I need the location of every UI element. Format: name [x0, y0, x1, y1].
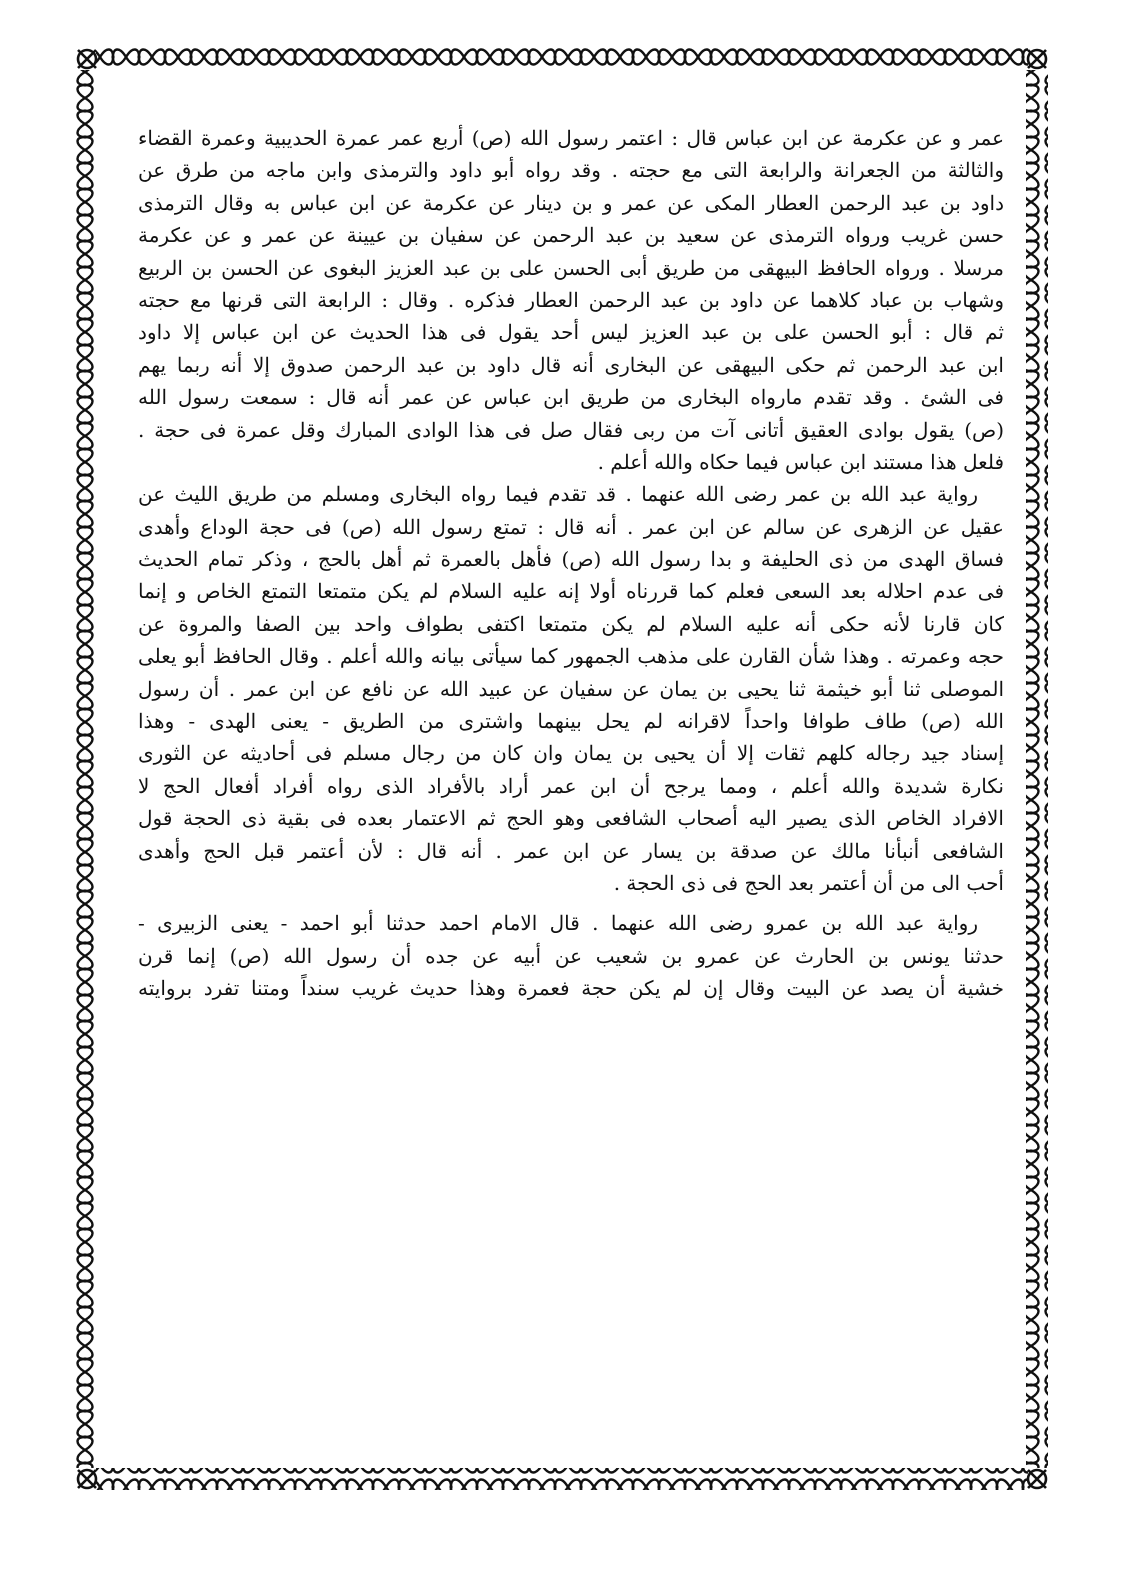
text-line: مرسلا . ورواه الحافظ البيهقى من طريق أبى الحسن على بن عبد العزيز البغوى عن الحسن بن الربيع [138, 255, 1004, 280]
text-line: أحب الى من أن أعتمر بعد الحج فى ذى الحجة . [613, 870, 1004, 895]
text-line: إسناد جيد رجاله كلهم ثقات إلا أن يحيى بن يمان وان كان من رجال مسلم فى أحاديثه عن الثورى [138, 741, 1004, 766]
text-line: عقيل عن الزهرى عن سالم عن ابن عمر . أنه قال : تمتع رسول الله (ص) فى حجة الوداع وأهدى [138, 514, 1004, 539]
text-line: حسن غريب ورواه الترمذى عن سعيد بن عبد الرحمن عن سفيان بن عيينة عن عمر و عن عكرمة [138, 223, 1004, 248]
text-line: داود بن عبد الرحمن العطار المكى عن عمر و بن دينار عن عكرمة عن ابن عباس به وقال الترمذى [138, 190, 1004, 215]
paragraph [138, 478, 1004, 899]
text-line: فلعل هذا مستند ابن عباس فيما حكاه والله أعلم . [597, 449, 1004, 474]
text-line: فى الشئ . وقد تقدم مارواه البخارى من طريق ابن عباس عن عمر أنه قال : سمعت رسول الله [138, 385, 1004, 410]
text-line: فى عدم احلاله بعد السعى فعلم كما قررناه أولا إنه عليه السلام لم يكن متمتعا التمتع الخاص و إنما [138, 579, 1004, 604]
text-line: عمر و عن عكرمة عن ابن عباس قال : اعتمر رسول الله (ص) أربع عمر عمرة الحديبية وعمرة القضاء [138, 126, 1004, 150]
text-line: الموصلى ثنا أبو خيثمة ثنا يحيى بن يمان عن سفيان عن عبيد الله عن نافع عن ابن عمر . أن رسول [138, 676, 1004, 701]
paragraph [138, 907, 1004, 1004]
text-line: وشهاب بن عباد كلاهما عن داود بن عبد الرحمن العطار فذكره . وقال : الرابعة التى قرنها مع حجته [138, 287, 1004, 312]
text-line: الشافعى أنبأنا مالك عن صدقة بن يسار عن ابن عمر . أنه قال : لأن أعتمر قبل الحج وأهدى [138, 838, 1004, 863]
text-line: نكارة شديدة والله أعلم ، ومما يرجح أن ابن عمر أراد بالأفراد الذى رواه أفراد أفعال الحج لا [138, 773, 1004, 798]
text-line: حدثنا يونس بن الحارث عن عمرو بن شعيب عن أبيه عن جده أن رسول الله (ص) إنما قرن [138, 943, 1004, 968]
paragraph-gap [138, 899, 1004, 907]
text-line: والثالثة من الجعرانة والرابعة التى مع حجته . وقد رواه أبو داود والترمذى وابن ماجه من طرق عن [138, 158, 1004, 183]
text-line: خشية أن يصد عن البيت وقال إن لم يكن حجة فعمرة وهذا حديث غريب سنداً ومتنا تفرد بروايته [138, 976, 1004, 1001]
text-line: الافراد الخاص الذى يصير اليه أصحاب الشافعى وهو الحج ثم الاعتمار بعده فى بقية ذى الحجة قول [138, 806, 1004, 831]
text-line: كان قارنا لأنه حكى أنه عليه السلام لم يكن متمتعا اكتفى بطواف واحد بين الصفا والمروة عن [138, 611, 1004, 636]
text-line: رواية عبد الله بن عمر رضى الله عنهما . قد تقدم فيما رواه البخارى ومسلم من طريق الليث عن [138, 482, 978, 507]
text-line: الله (ص) طاف طوافا واحداً لاقرانه لم يحل بينهما واشترى من الطريق - يعنى الهدى - وهذا [138, 709, 1004, 734]
paragraph [138, 122, 1004, 478]
text-line: فساق الهدى من ذى الحليفة و بدا رسول الله (ص) فأهل بالعمرة ثم أهل بالحج ، وذكر تمام الحديث [138, 547, 1004, 572]
text-line: حجه وعمرته . وهذا شأن القارن على مذهب الجمهور كما سيأتى بيانه والله أعلم . وقال الحافظ أبو يعلى [138, 644, 1004, 669]
text-line: ثم قال : أبو الحسن على بن عبد العزيز ليس أحد يقول فى هذا الحديث عن ابن عباس إلا داود [138, 320, 1004, 345]
text-line: ابن عبد الرحمن ثم حكى البيهقى عن البخارى أنه قال داود بن عبد الرحمن صدوق إلا أنه ربما يهم [138, 352, 1004, 377]
arabic-text-body [138, 122, 1004, 1462]
text-line: (ص) يقول بوادى العقيق أتانى آت من ربى فقال صل فى هذا الوادى المبارك وقل عمرة فى حجة . [138, 417, 1004, 442]
text-line: رواية عبد الله بن عمرو رضى الله عنهما . قال الامام احمد حدثنا أبو احمد - يعنى الزبيرى - [138, 911, 978, 936]
